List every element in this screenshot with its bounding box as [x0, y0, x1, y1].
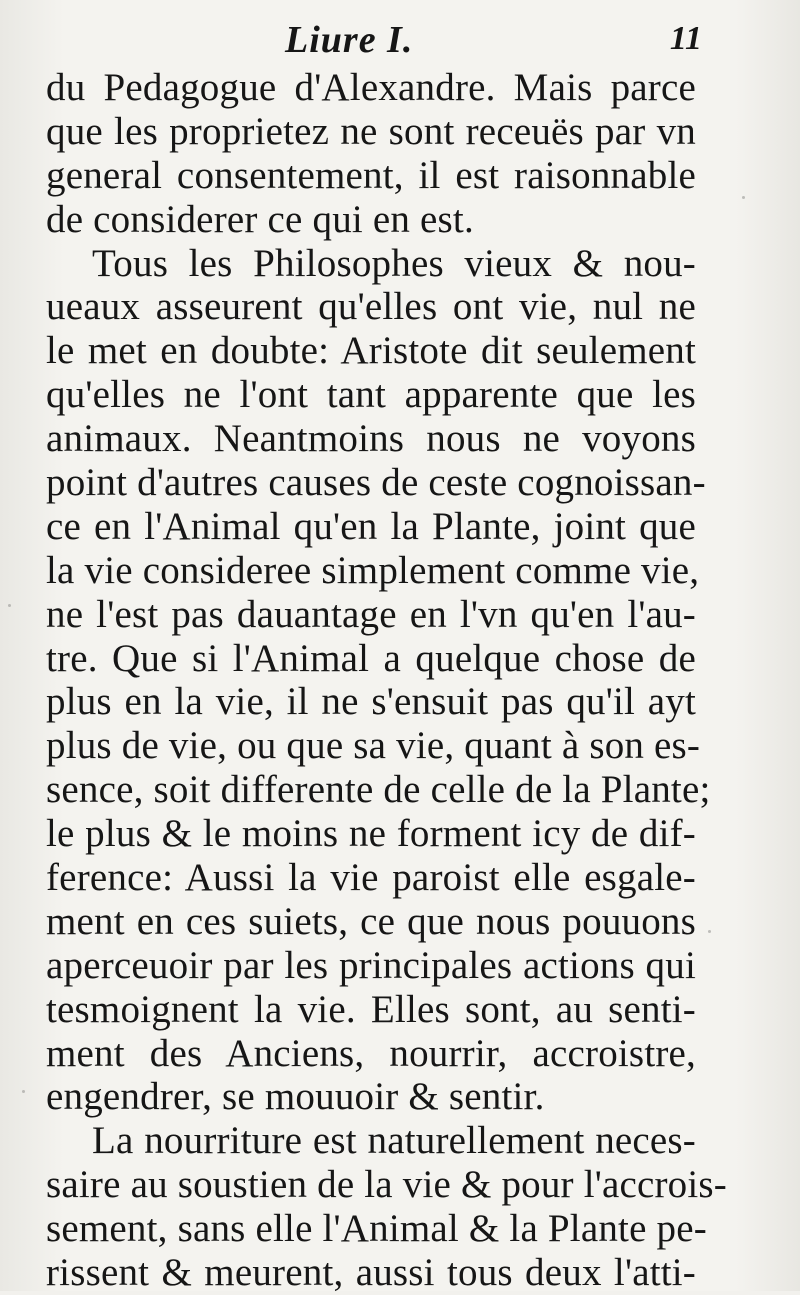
text-line: la vie consideree simplement comme vie, — [46, 548, 700, 592]
text-line: rissent & meurent, aussi tous deux l'atti- — [46, 1251, 696, 1295]
text-line: ment des Anciens, nourrir, accroistre, — [46, 1031, 696, 1075]
text-line: ce en l'Animal qu'en la Plante, joint que — [46, 504, 696, 548]
text-line: le plus & le moins ne forment icy de dif- — [46, 812, 696, 856]
text-line: plus en la vie, il ne s'ensuit pas qu'il ayt — [46, 680, 696, 724]
text-line: saire au soustien de la vie & pour l'accrois- — [46, 1163, 727, 1207]
paper-speck — [8, 604, 11, 607]
paper-speck — [22, 1090, 25, 1093]
text-line: ueaux asseurent qu'elles ont vie, nul ne — [46, 285, 696, 329]
running-head: Liure I. — [285, 19, 414, 61]
body-text — [46, 66, 727, 1295]
text-line: general consentement, il est raisonnable — [46, 153, 696, 197]
text-line: ment en ces suiets, ce que nous pouuons — [46, 899, 696, 943]
text-line: le met en doubte: Aristote dit seulement — [46, 329, 696, 373]
text-line: sement, sans elle l'Animal & la Plante pe- — [46, 1207, 707, 1251]
text-line: que les proprietez ne sont receuës par vn — [46, 109, 696, 153]
text-line: engendrer, se mouuoir & sentir. — [46, 1075, 545, 1119]
page-header — [0, 18, 800, 64]
text-line: aperceuoir par les principales actions qui — [46, 943, 696, 987]
text-line: qu'elles ne l'ont tant apparente que les — [46, 373, 696, 417]
text-line: ference: Aussi la vie paroist elle esgale- — [46, 856, 696, 900]
text-line: La nourriture est naturellement neces- — [92, 1119, 696, 1163]
text-line: du Pedagogue d'Alexandre. Mais parce — [46, 66, 696, 109]
text-line: tesmoignent la vie. Elles sont, au senti- — [46, 987, 696, 1031]
text-line: plus de vie, ou que sa vie, quant à son es- — [46, 724, 701, 768]
text-line: tre. Que si l'Animal a quelque chose de — [46, 636, 696, 680]
text-line: ne l'est pas dauantage en l'vn qu'en l'au- — [46, 592, 696, 636]
text-line: de considerer ce qui en est. — [46, 197, 474, 241]
text-line: sence, soit differente de celle de la Plante; — [46, 768, 711, 812]
paper-speck — [708, 930, 711, 933]
paper-speck — [742, 196, 745, 199]
text-line: animaux. Neantmoins nous ne voyons — [46, 417, 696, 461]
text-line: Tous les Philosophes vieux & nou- — [92, 241, 696, 285]
text-line: point d'autres causes de ceste cognoissan- — [46, 461, 706, 505]
page-number: 11 — [669, 20, 702, 57]
